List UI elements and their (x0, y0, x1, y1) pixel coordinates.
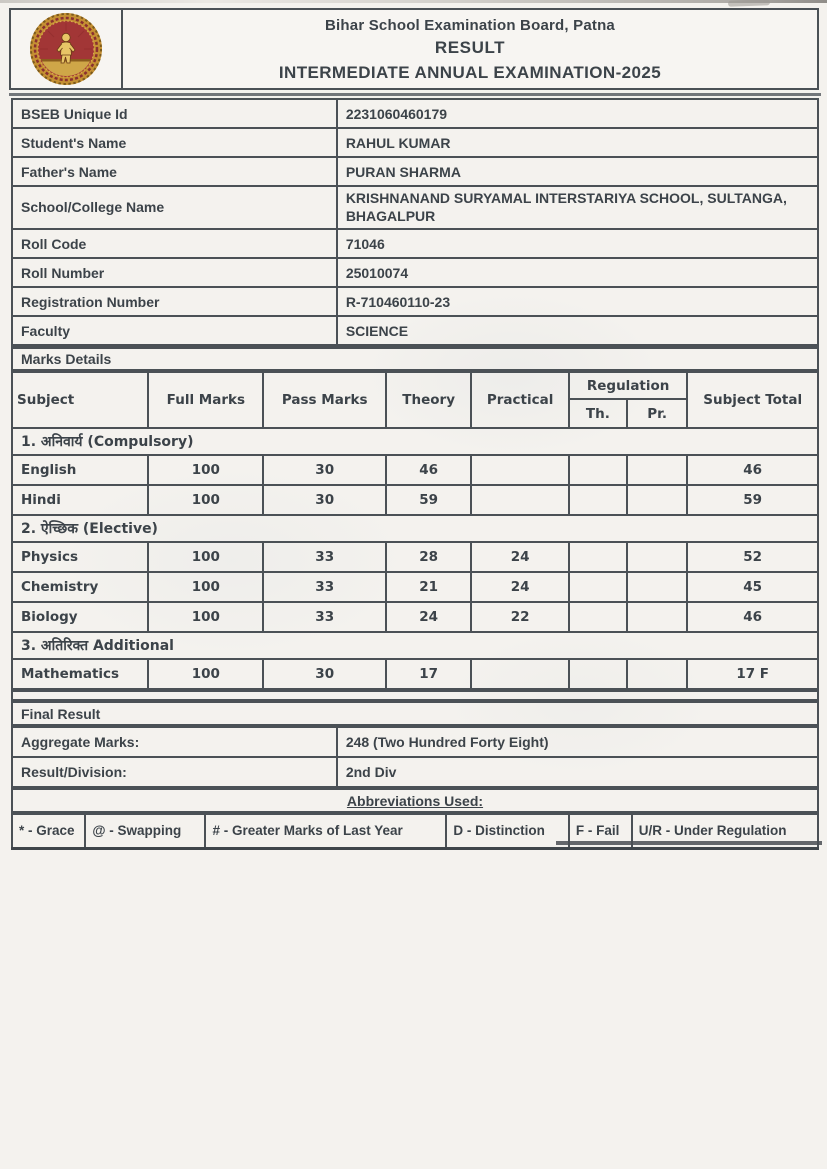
col-header-subject-total: Subject Total (687, 372, 818, 428)
info-value: KRISHNANAND SURYAMAL INTERSTARIYA SCHOOL, SULTANGA, BHAGALPUR (337, 186, 818, 229)
subject-total: 17 F (687, 659, 818, 689)
practical-marks: 22 (471, 602, 569, 632)
practical-marks (471, 485, 569, 515)
practical-marks: 24 (471, 542, 569, 572)
info-row-registration-number (12, 287, 818, 316)
info-row-roll-number (12, 258, 818, 287)
regulation-th (569, 455, 627, 485)
info-row-school-name (12, 186, 818, 229)
scan-edge-artifact (0, 0, 827, 3)
subject-name: Biology (12, 602, 148, 632)
subject-name: Chemistry (12, 572, 148, 602)
info-value: SCIENCE (337, 316, 818, 345)
subject-name: Physics (12, 542, 148, 572)
regulation-th (569, 485, 627, 515)
marks-row-chemistry (12, 572, 818, 602)
full-marks: 100 (148, 542, 263, 572)
regulation-th (569, 572, 627, 602)
info-row-father-name (12, 157, 818, 186)
marks-details-heading (11, 346, 819, 371)
regulation-th (569, 602, 627, 632)
abbrev-swapping: @ - Swapping (85, 814, 205, 848)
col-header-practical: Practical (471, 372, 569, 428)
final-result-table (11, 726, 819, 788)
final-value: 2nd Div (337, 757, 818, 787)
subject-total: 45 (687, 572, 818, 602)
info-value: 2231060460179 (337, 99, 818, 128)
info-label: Roll Number (12, 258, 337, 287)
marks-row-biology (12, 602, 818, 632)
regulation-pr (627, 542, 687, 572)
section-row-compulsory (12, 428, 818, 455)
final-label: Result/Division: (12, 757, 337, 787)
header-titles (123, 10, 817, 88)
document-header (9, 8, 819, 90)
section-row-elective (12, 515, 818, 542)
final-value: 248 (Two Hundred Forty Eight) (337, 727, 818, 757)
info-label: Registration Number (12, 287, 337, 316)
abbrev-under-regulation: U/R - Under Regulation (632, 814, 818, 848)
regulation-pr (627, 485, 687, 515)
full-marks: 100 (148, 485, 263, 515)
col-header-subject: Subject (12, 372, 148, 428)
pass-marks: 30 (263, 659, 386, 689)
info-row-bseb-id (12, 99, 818, 128)
col-header-theory: Theory (386, 372, 471, 428)
scan-bottom-line-artifact (556, 841, 822, 845)
logo-cell (11, 10, 123, 88)
theory-marks: 28 (386, 542, 471, 572)
info-value: R-710460110-23 (337, 287, 818, 316)
col-header-regulation-pr: Pr. (627, 399, 687, 428)
regulation-pr (627, 455, 687, 485)
regulation-pr (627, 602, 687, 632)
subject-total: 46 (687, 455, 818, 485)
abbreviations-title: Abbreviations Used: (346, 792, 484, 809)
info-value: PURAN SHARMA (337, 157, 818, 186)
section-title: 1. अनिवार्य (Compulsory) (12, 428, 818, 455)
subject-total: 52 (687, 542, 818, 572)
theory-marks: 24 (386, 602, 471, 632)
abbrev-fail: F - Fail (569, 814, 632, 848)
info-label: Faculty (12, 316, 337, 345)
final-label: Aggregate Marks: (12, 727, 337, 757)
full-marks: 100 (148, 455, 263, 485)
info-value: 71046 (337, 229, 818, 258)
practical-marks (471, 659, 569, 689)
info-label: Roll Code (12, 229, 337, 258)
scan-smudge-artifact (728, 0, 770, 7)
info-label: Father's Name (12, 157, 337, 186)
info-label: School/College Name (12, 186, 337, 229)
theory-marks: 46 (386, 455, 471, 485)
board-name: Bihar School Examination Board, Patna (325, 17, 615, 34)
theory-marks: 17 (386, 659, 471, 689)
col-header-full-marks: Full Marks (148, 372, 263, 428)
section-title: 3. अतिरिक्त Additional (12, 632, 818, 659)
marks-table (11, 371, 819, 690)
marks-row-english (12, 455, 818, 485)
final-row-division (12, 757, 818, 787)
info-label: BSEB Unique Id (12, 99, 337, 128)
result-body (11, 98, 819, 850)
marks-row-mathematics (12, 659, 818, 689)
regulation-pr (627, 659, 687, 689)
header-divider-line (9, 93, 821, 96)
practical-marks (471, 455, 569, 485)
pass-marks: 33 (263, 602, 386, 632)
final-result-title: Final Result (21, 705, 101, 722)
pass-marks: 30 (263, 485, 386, 515)
regulation-th (569, 542, 627, 572)
pass-marks: 30 (263, 455, 386, 485)
info-value: RAHUL KUMAR (337, 128, 818, 157)
info-row-faculty (12, 316, 818, 345)
full-marks: 100 (148, 659, 263, 689)
regulation-th (569, 659, 627, 689)
col-header-regulation: Regulation (569, 372, 687, 399)
info-value: 25010074 (337, 258, 818, 287)
subject-name: Mathematics (12, 659, 148, 689)
info-label: Student's Name (12, 128, 337, 157)
theory-marks: 59 (386, 485, 471, 515)
marks-row-physics (12, 542, 818, 572)
abbrev-greater-marks: # - Greater Marks of Last Year (205, 814, 446, 848)
subject-name: English (12, 455, 148, 485)
result-label: RESULT (434, 38, 506, 57)
info-row-roll-code (12, 229, 818, 258)
full-marks: 100 (148, 602, 263, 632)
info-row-student-name (12, 128, 818, 157)
pass-marks: 33 (263, 542, 386, 572)
spacer-strip (11, 690, 819, 701)
pass-marks: 33 (263, 572, 386, 602)
subject-name: Hindi (12, 485, 148, 515)
section-title: 2. ऐच्छिक (Elective) (12, 515, 818, 542)
theory-marks: 21 (386, 572, 471, 602)
section-row-additional (12, 632, 818, 659)
marks-details-title: Marks Details (21, 351, 112, 367)
abbrev-grace: * - Grace (12, 814, 85, 848)
final-result-heading (11, 701, 819, 726)
student-info-table (11, 98, 819, 346)
marks-row-hindi (12, 485, 818, 515)
col-header-regulation-th: Th. (569, 399, 627, 428)
marks-header-row-1 (12, 372, 818, 399)
bseb-seal-icon (28, 11, 104, 87)
regulation-pr (627, 572, 687, 602)
full-marks: 100 (148, 572, 263, 602)
col-header-pass-marks: Pass Marks (263, 372, 386, 428)
subject-total: 59 (687, 485, 818, 515)
exam-name: INTERMEDIATE ANNUAL EXAMINATION-2025 (278, 63, 662, 82)
abbrev-distinction: D - Distinction (446, 814, 569, 848)
abbreviations-heading (11, 788, 819, 813)
subject-total: 46 (687, 602, 818, 632)
final-row-aggregate (12, 727, 818, 757)
practical-marks: 24 (471, 572, 569, 602)
